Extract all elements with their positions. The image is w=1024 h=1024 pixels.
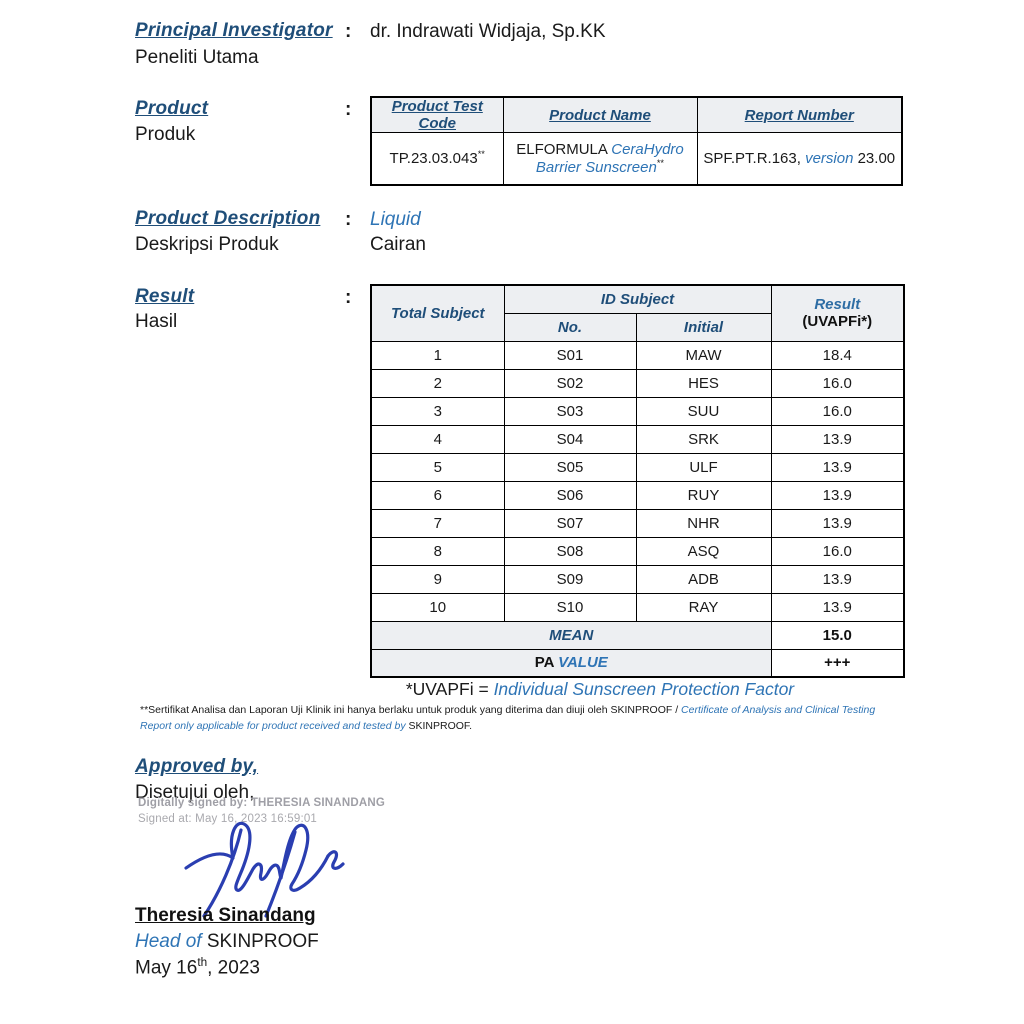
cell-no: 10 — [371, 593, 504, 621]
digital-signature-line2: Signed at: May 16, 2023 16:59:01 — [138, 813, 318, 825]
cell-result: 13.9 — [771, 453, 904, 481]
cell-id: S05 — [504, 453, 636, 481]
cell-result: 16.0 — [771, 537, 904, 565]
cell-initial: ASQ — [636, 537, 771, 565]
cell-initial: ULF — [636, 453, 771, 481]
product-table — [370, 96, 903, 186]
cell-initial: RUY — [636, 481, 771, 509]
product-colon: : — [345, 99, 352, 120]
initial-header: Initial — [636, 313, 771, 341]
cell-result: 13.9 — [771, 425, 904, 453]
cell-result: 13.9 — [771, 565, 904, 593]
table-row — [371, 341, 904, 369]
cell-initial: NHR — [636, 509, 771, 537]
total-subject-header: Total Subject — [371, 285, 504, 341]
table-row — [371, 453, 904, 481]
principal-investigator-label-id: Peneliti Utama — [135, 47, 259, 68]
cell-result: 13.9 — [771, 509, 904, 537]
footnote: **Sertifikat Analisa dan Laporan Uji Klinik ini hanya berlaku untuk produk yang diterima dan diuji oleh SKINPROOF / Certificate of Analysis and Clinical Testing Report only applicable for product received and tested by SKINPROOF. — [140, 704, 876, 733]
approved-by-label: Approved by, — [135, 756, 259, 777]
product-description-value-id: Cairan — [370, 234, 426, 255]
principal-investigator-label: Principal Investigator — [135, 20, 333, 41]
cell-result: 13.9 — [771, 481, 904, 509]
table-row — [371, 593, 904, 621]
result-label-id: Hasil — [135, 311, 178, 332]
mean-row — [371, 621, 904, 649]
cell-id: S06 — [504, 481, 636, 509]
mean-value: 15.0 — [771, 621, 904, 649]
approval-date: May 16th, 2023 — [135, 956, 260, 979]
cell-no: 3 — [371, 397, 504, 425]
result-table — [370, 284, 905, 678]
table-row — [371, 369, 904, 397]
no-header: No. — [504, 313, 636, 341]
cell-no: 5 — [371, 453, 504, 481]
cell-id: S10 — [504, 593, 636, 621]
cell-result: 13.9 — [771, 593, 904, 621]
result-header-row-1 — [371, 285, 904, 313]
principal-investigator-colon: : — [345, 21, 352, 42]
table-row — [371, 509, 904, 537]
approved-by-label-id: Disetujui oleh, — [135, 782, 255, 803]
product-test-code-header: Product Test Code — [371, 97, 503, 133]
cell-id: S09 — [504, 565, 636, 593]
cell-no: 9 — [371, 565, 504, 593]
cell-result: 18.4 — [771, 341, 904, 369]
pa-value-row — [371, 649, 904, 677]
cell-initial: ADB — [636, 565, 771, 593]
cell-no: 6 — [371, 481, 504, 509]
product-name-header: Product Name — [503, 97, 697, 133]
cell-initial: SRK — [636, 425, 771, 453]
cell-initial: MAW — [636, 341, 771, 369]
product-description-label-id: Deskripsi Produk — [135, 234, 279, 255]
cell-id: S02 — [504, 369, 636, 397]
report-number-value: SPF.PT.R.163, version 23.00 — [697, 133, 902, 185]
cell-result: 16.0 — [771, 397, 904, 425]
product-test-code-value: TP.23.03.043** — [371, 133, 503, 185]
cell-no: 2 — [371, 369, 504, 397]
product-label: Product — [135, 98, 209, 119]
cell-id: S08 — [504, 537, 636, 565]
cell-no: 1 — [371, 341, 504, 369]
table-row — [371, 425, 904, 453]
principal-investigator-value: dr. Indrawati Widjaja, Sp.KK — [370, 21, 606, 42]
cell-initial: HES — [636, 369, 771, 397]
product-label-id: Produk — [135, 124, 196, 145]
result-label: Result — [135, 286, 195, 307]
product-description-colon: : — [345, 209, 352, 230]
cell-initial: RAY — [636, 593, 771, 621]
id-subject-header: ID Subject — [504, 285, 771, 313]
digital-signature-line1: Digitally signed by: THERESIA SINANDANG — [138, 797, 385, 809]
uvapfi-note: *UVAPFi = Individual Sunscreen Protection Factor — [405, 679, 795, 699]
mean-label: MEAN — [371, 621, 771, 649]
cell-id: S07 — [504, 509, 636, 537]
pa-value: +++ — [771, 649, 904, 677]
cell-id: S04 — [504, 425, 636, 453]
result-colon: : — [345, 287, 352, 308]
cell-no: 7 — [371, 509, 504, 537]
product-description-value-en: Liquid — [370, 209, 421, 230]
approver-role: Head of SKINPROOF — [135, 931, 319, 952]
cell-no: 4 — [371, 425, 504, 453]
result-header: Result (UVAPFi*) — [771, 285, 904, 341]
cell-initial: SUU — [636, 397, 771, 425]
product-name-value: ELFORMULA CeraHydro Barrier Sunscreen** — [503, 133, 697, 185]
cell-id: S03 — [504, 397, 636, 425]
approver-name: Theresia Sinandang — [135, 905, 316, 926]
cell-id: S01 — [504, 341, 636, 369]
table-row — [371, 481, 904, 509]
cell-result: 16.0 — [771, 369, 904, 397]
pa-value-label: PA VALUE — [371, 649, 771, 677]
table-row — [371, 397, 904, 425]
table-row — [371, 537, 904, 565]
report-number-header: Report Number — [697, 97, 902, 133]
table-row — [371, 565, 904, 593]
product-table-header-row — [371, 97, 902, 133]
product-description-label: Product Description — [135, 208, 321, 229]
cell-no: 8 — [371, 537, 504, 565]
product-table-data-row — [371, 133, 902, 185]
